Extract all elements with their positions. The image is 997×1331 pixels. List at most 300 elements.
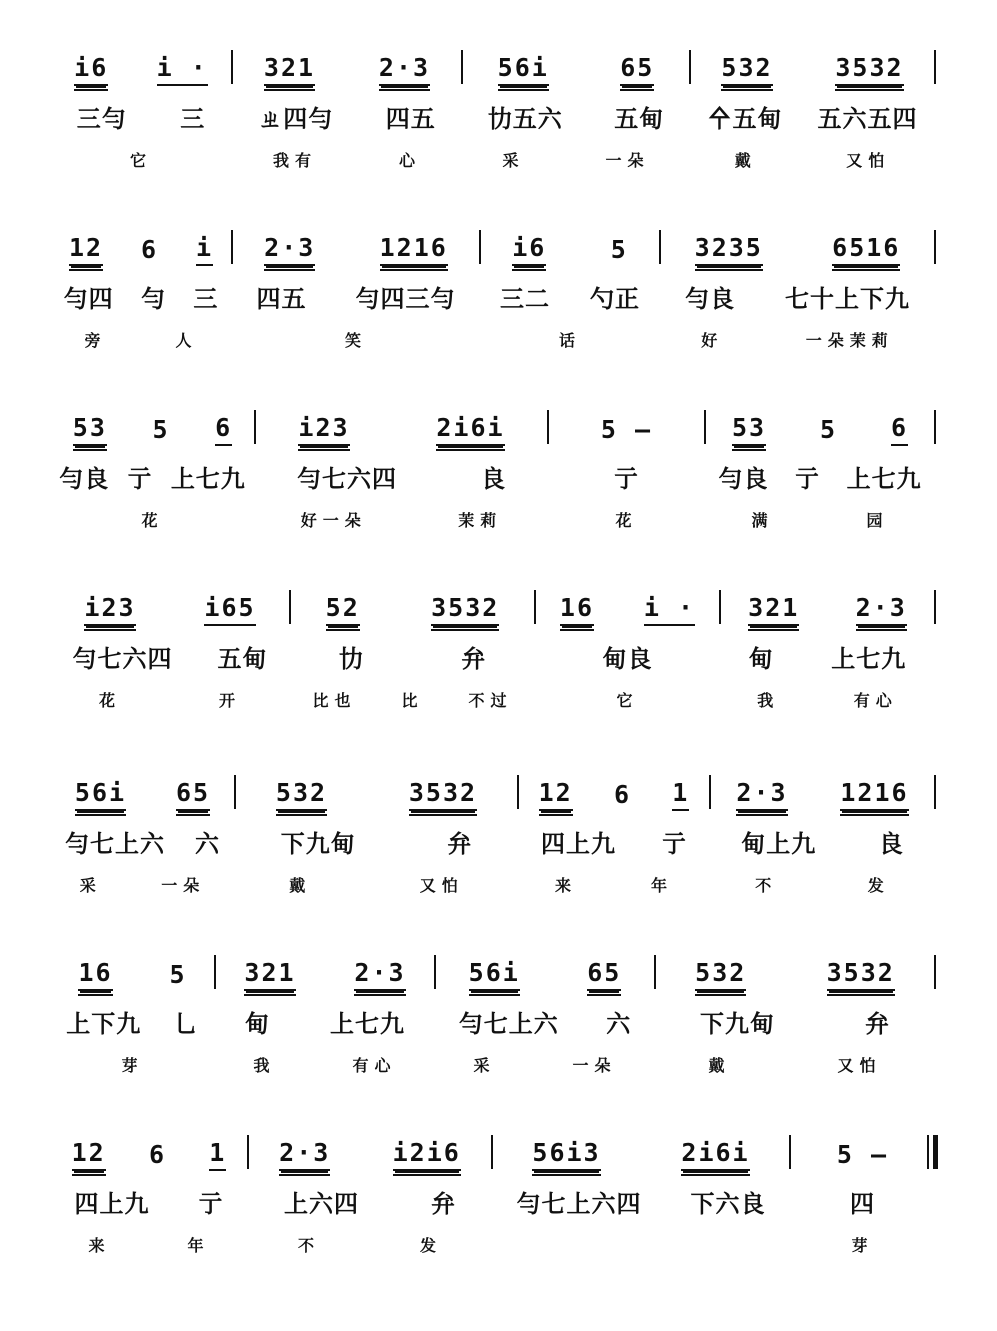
lyric-text: 茉莉 xyxy=(458,511,503,530)
tablature-char: 亍 xyxy=(127,463,153,493)
jianpu-note-group xyxy=(835,54,903,86)
jianpu-note-group xyxy=(732,414,766,446)
notes-row xyxy=(50,406,255,446)
score-system xyxy=(0,925,997,1085)
lyric-text: 不 xyxy=(297,1236,320,1255)
tablature-char: 勻良 xyxy=(59,463,110,493)
measure xyxy=(548,380,705,540)
barline xyxy=(231,230,233,264)
measure xyxy=(492,1105,790,1265)
note-text: 532 xyxy=(721,53,773,82)
tablature-char: 下六良 xyxy=(690,1188,766,1218)
tablature-char: 四上九 xyxy=(74,1188,150,1218)
barline xyxy=(934,955,936,989)
lyric-text: 一朵茉莉 xyxy=(805,331,894,350)
guqin-tablature-row xyxy=(548,456,705,496)
lyrics-row xyxy=(720,688,935,710)
tablature-char: 七十上下九 xyxy=(785,283,910,313)
tablature-char: 五甸 xyxy=(614,103,665,133)
barline xyxy=(534,590,536,624)
notes-row xyxy=(705,406,935,446)
lyric-text: 采 xyxy=(473,1056,496,1075)
lyric-text: 人 xyxy=(175,331,198,350)
lyric-text: 比也 xyxy=(312,691,357,710)
guqin-tablature-row xyxy=(655,1001,935,1041)
barline xyxy=(247,1135,249,1169)
lyric-text: 我 xyxy=(757,691,780,710)
guqin-tablature-row xyxy=(248,1181,492,1221)
jianpu-note-group xyxy=(620,54,654,86)
jianpu-note-group xyxy=(832,234,900,266)
notes-row xyxy=(50,586,290,626)
measure xyxy=(655,925,935,1085)
tablature-char: 㔹五六 xyxy=(487,103,563,133)
note-text: 56i3 xyxy=(532,1138,601,1167)
jianpu-note-group xyxy=(681,1139,749,1171)
tablature-char: 弁 xyxy=(447,828,473,858)
jianpu-note-group xyxy=(298,414,349,446)
tablature-char: 良 xyxy=(481,463,506,493)
lyrics-row xyxy=(232,148,462,170)
guqin-tablature-row xyxy=(215,1001,435,1041)
barline xyxy=(789,1135,791,1169)
note-text: 3532 xyxy=(826,958,895,987)
measure xyxy=(50,745,235,905)
note-text: i6 xyxy=(512,233,547,262)
tablature-char: 甸 xyxy=(748,643,774,673)
notes-row xyxy=(232,46,462,86)
note-text: 6516 xyxy=(832,233,901,262)
measure xyxy=(290,560,535,720)
tablature-char: 五甸 xyxy=(217,643,268,673)
notes-row xyxy=(660,226,935,266)
note-text: 2·3 xyxy=(736,778,788,807)
tablature-char: 三 xyxy=(193,283,219,313)
lyric-text: 戴 xyxy=(289,876,312,895)
tablature-char: 勻七上六 xyxy=(458,1008,559,1038)
barline xyxy=(214,955,216,989)
lyrics-row xyxy=(690,148,935,170)
jianpu-note-group xyxy=(141,236,158,266)
lyric-text: 笑 xyxy=(344,331,367,350)
jianpu-note-group xyxy=(856,594,907,626)
tablature-char: 四五 xyxy=(256,283,307,313)
note-text: 1 xyxy=(672,778,690,807)
jianpu-note-group xyxy=(601,416,652,446)
jianpu-note-group xyxy=(380,234,448,266)
jianpu-note-group xyxy=(539,779,573,811)
note-text: 5 xyxy=(819,415,838,444)
jianpu-note-group xyxy=(152,416,169,446)
lyric-text: 发 xyxy=(867,876,890,895)
lyric-text: 戴 xyxy=(734,151,757,170)
jianpu-note-group xyxy=(75,779,126,811)
note-text: 6 xyxy=(148,1140,167,1169)
guqin-tablature-row xyxy=(518,821,710,861)
lyric-text: 我 xyxy=(253,1056,276,1075)
jianpu-note-group xyxy=(827,959,895,991)
note-text: 321 xyxy=(244,958,296,987)
measure xyxy=(710,745,935,905)
barline xyxy=(704,410,706,444)
lyrics-row xyxy=(535,688,720,710)
measure xyxy=(705,380,935,540)
lyric-text: 来 xyxy=(88,1236,111,1255)
tablature-char: 亍 xyxy=(614,463,639,493)
lyric-text: 又怕 xyxy=(846,151,891,170)
barline xyxy=(231,50,233,84)
jianpu-note-group xyxy=(431,594,499,626)
guqin-tablature-row xyxy=(462,96,690,136)
jianpu-note-group xyxy=(644,594,695,626)
measure xyxy=(518,745,710,905)
note-text: 3532 xyxy=(431,593,500,622)
lyric-text: 来 xyxy=(554,876,577,895)
note-text: 2·3 xyxy=(378,53,431,82)
barline xyxy=(479,230,481,264)
notes-row xyxy=(690,46,935,86)
note-text: 3235 xyxy=(694,233,763,262)
jianpu-note-group xyxy=(276,779,327,811)
note-text: 5 — xyxy=(836,1140,889,1169)
tablature-char: 亍 xyxy=(198,1188,224,1218)
tablature-char: 勻七六四 xyxy=(72,643,173,673)
final-barline-thin xyxy=(927,1135,929,1169)
jianpu-note-group xyxy=(78,959,112,991)
tablature-char: 亍 xyxy=(662,828,687,858)
notes-row xyxy=(655,951,935,991)
note-text: 3532 xyxy=(835,53,904,82)
note-text: i2i6 xyxy=(392,1138,461,1167)
measure xyxy=(235,745,518,905)
barline xyxy=(434,955,436,989)
guqin-tablature-row xyxy=(705,456,935,496)
jianpu-note-group xyxy=(264,234,315,266)
note-text: 65 xyxy=(175,778,211,807)
note-text: 5 — xyxy=(600,415,653,444)
lyrics-row xyxy=(232,328,480,350)
notes-row xyxy=(518,771,710,811)
tablature-char: 勻四 xyxy=(63,283,114,313)
guqin-tablature-row xyxy=(50,636,290,676)
lyrics-row xyxy=(50,1233,248,1255)
guqin-tablature-row xyxy=(790,1181,935,1221)
jianpu-note-group xyxy=(279,1139,330,1171)
lyrics-row xyxy=(518,873,710,895)
lyrics-row xyxy=(50,328,232,350)
lyric-text: 花 xyxy=(98,691,121,710)
measure xyxy=(50,20,232,180)
lyric-text: 芽 xyxy=(121,1056,144,1075)
lyrics-row xyxy=(435,1053,655,1075)
guqin-tablature-row xyxy=(290,636,535,676)
lyrics-row xyxy=(655,1053,935,1075)
jianpu-note-group xyxy=(149,1141,166,1171)
lyric-text: 园 xyxy=(866,511,889,530)
guqin-tablature-row xyxy=(660,276,935,316)
measure xyxy=(50,200,232,360)
tablature-char: 勻七上六四 xyxy=(516,1188,642,1218)
note-text: 5 xyxy=(610,235,628,264)
jianpu-note-group xyxy=(72,1139,106,1171)
barline xyxy=(709,775,711,809)
measure xyxy=(50,1105,248,1265)
jianpu-note-group xyxy=(204,594,255,626)
tablature-char: 甸良 xyxy=(602,643,653,673)
tablature-char: 上七九 xyxy=(170,463,246,493)
jianpu-note-group xyxy=(532,1139,600,1171)
jianpu-note-group xyxy=(264,54,315,86)
jianpu-note-group xyxy=(820,416,837,446)
notes-row xyxy=(290,586,535,626)
jianpu-note-group xyxy=(587,959,621,991)
tablature-char: 上六四 xyxy=(284,1188,359,1218)
note-text: 2·3 xyxy=(855,593,907,622)
note-text: 52 xyxy=(325,593,360,622)
note-text: 1216 xyxy=(379,233,448,262)
note-text: i · xyxy=(643,593,696,622)
tablature-char: 弁 xyxy=(431,1188,456,1218)
note-text: 532 xyxy=(275,778,328,807)
final-barline-thick xyxy=(933,1135,938,1169)
lyrics-row xyxy=(248,1233,492,1255)
notes-row xyxy=(215,951,435,991)
lyric-text: 开 xyxy=(218,691,241,710)
lyric-text: 它 xyxy=(129,151,152,170)
tablature-char: 勺正 xyxy=(590,283,640,313)
notes-row xyxy=(535,586,720,626)
jianpu-note-group xyxy=(73,414,107,446)
notes-row xyxy=(435,951,655,991)
lyric-text: 它 xyxy=(616,691,639,710)
tablature-char: 四上九 xyxy=(541,828,616,858)
notes-row xyxy=(255,406,548,446)
note-text: 532 xyxy=(695,958,747,987)
jianpu-note-group xyxy=(393,1139,461,1171)
lyric-text: 好一朵 xyxy=(300,511,367,530)
score-system xyxy=(0,20,997,180)
note-text: i23 xyxy=(298,413,350,442)
lyrics-row xyxy=(50,148,232,170)
barline xyxy=(517,775,519,809)
notes-row xyxy=(235,771,518,811)
tablature-char: 弁 xyxy=(865,1008,890,1038)
barline xyxy=(254,410,256,444)
score-system xyxy=(0,745,997,905)
jianpu-note-group xyxy=(840,779,908,811)
score-system xyxy=(0,200,997,360)
tablature-char: 勻 xyxy=(140,283,166,313)
lyric-text: 发 xyxy=(419,1236,442,1255)
lyric-text: 话 xyxy=(558,331,581,350)
note-text: i xyxy=(195,233,214,262)
jianpu-note-group xyxy=(209,1139,226,1171)
lyric-text: 旁 xyxy=(84,331,107,350)
guqin-tablature-row xyxy=(710,821,935,861)
notes-row xyxy=(232,226,480,266)
jianpu-note-group xyxy=(196,234,213,266)
guqin-tablature-row xyxy=(50,456,255,496)
measure xyxy=(50,925,215,1085)
jianpu-note-group xyxy=(379,54,430,86)
measure xyxy=(660,200,935,360)
lyrics-row xyxy=(660,328,935,350)
tablature-char: 五六五四 xyxy=(817,103,918,133)
lyric-text: 花 xyxy=(615,511,638,530)
barline xyxy=(934,410,936,444)
barline xyxy=(547,410,549,444)
tablature-char: 亍 xyxy=(794,463,820,493)
note-text: 3532 xyxy=(408,778,478,807)
lyrics-row xyxy=(705,508,935,530)
tablature-char: 下九甸 xyxy=(280,828,356,858)
tablature-char: 㔹 xyxy=(338,643,364,673)
lyric-text: 满 xyxy=(751,511,774,530)
notes-row xyxy=(50,771,235,811)
score-system xyxy=(0,560,997,720)
note-text: 5 xyxy=(169,960,187,989)
note-text: 65 xyxy=(587,958,622,987)
notes-row xyxy=(492,1131,790,1171)
barline xyxy=(659,230,661,264)
lyric-text: 一朵 xyxy=(572,1056,617,1075)
note-text: 6 xyxy=(613,780,632,809)
note-text: 56i xyxy=(74,778,127,807)
lyric-text: 比 xyxy=(401,691,424,710)
lyric-text: 我有 xyxy=(272,151,317,170)
notes-row xyxy=(710,771,935,811)
tablature-char: ㄓ四勻 xyxy=(258,103,334,133)
note-text: 56i xyxy=(497,53,549,82)
notes-row xyxy=(720,586,935,626)
measure xyxy=(232,20,462,180)
note-text: 12 xyxy=(538,778,573,807)
note-text: 5 xyxy=(152,415,170,444)
measure xyxy=(255,380,548,540)
jianpu-note-group xyxy=(436,414,504,446)
guqin-tablature-row xyxy=(235,821,518,861)
lyric-text: 一朵 xyxy=(161,876,206,895)
lyrics-row xyxy=(255,508,548,530)
tablature-char: 上七九 xyxy=(330,1008,405,1038)
jianpu-note-group xyxy=(74,54,108,86)
note-text: 65 xyxy=(620,53,655,82)
lyrics-row xyxy=(50,1053,215,1075)
notes-row xyxy=(50,1131,248,1171)
lyric-text: 采 xyxy=(502,151,525,170)
guqin-tablature-row xyxy=(50,821,235,861)
barline xyxy=(461,50,463,84)
jianpu-note-group xyxy=(891,414,908,446)
lyrics-row xyxy=(50,873,235,895)
notes-row xyxy=(462,46,690,86)
barline xyxy=(234,775,236,809)
lyrics-row xyxy=(215,1053,435,1075)
guqin-tablature-row xyxy=(535,636,720,676)
jianpu-note-group xyxy=(614,781,631,811)
measure xyxy=(50,560,290,720)
note-text: 6 xyxy=(215,413,233,442)
jianpu-note-group xyxy=(512,234,546,266)
tablature-char: 六 xyxy=(195,828,220,858)
lyrics-row xyxy=(290,688,535,710)
barline xyxy=(934,775,936,809)
jianpu-note-group xyxy=(326,594,360,626)
notes-row xyxy=(50,951,215,991)
note-text: i23 xyxy=(84,593,136,622)
lyric-text: 采 xyxy=(79,876,102,895)
tablature-char: 良 xyxy=(878,828,904,858)
barline xyxy=(934,590,936,624)
jianpu-note-group xyxy=(354,959,405,991)
note-text: 53 xyxy=(731,413,767,442)
note-text: 321 xyxy=(748,593,800,622)
guqin-tablature-row xyxy=(690,96,935,136)
note-text: 1 xyxy=(209,1138,227,1167)
jianpu-note-group xyxy=(169,961,186,991)
measure xyxy=(480,200,660,360)
lyric-text: 又怕 xyxy=(419,876,464,895)
guqin-tablature-row xyxy=(492,1181,790,1221)
guqin-tablature-row xyxy=(720,636,935,676)
barline xyxy=(934,230,936,264)
guqin-tablature-row xyxy=(50,1001,215,1041)
lyric-text: 年 xyxy=(187,1236,210,1255)
lyrics-row xyxy=(710,873,935,895)
tablature-char: 勻良 xyxy=(685,283,735,313)
guqin-tablature-row xyxy=(435,1001,655,1041)
measure xyxy=(790,1105,935,1265)
tablature-char: 甸 xyxy=(245,1008,270,1038)
note-text: 6 xyxy=(140,235,159,264)
jianpu-note-group xyxy=(748,594,799,626)
measure xyxy=(248,1105,492,1265)
measure xyxy=(215,925,435,1085)
tablature-char: 三 xyxy=(180,103,206,133)
jianpu-note-group xyxy=(215,414,232,446)
jianpu-note-group xyxy=(560,594,594,626)
measure xyxy=(435,925,655,1085)
lyrics-row xyxy=(235,873,518,895)
tablature-char: 下九甸 xyxy=(700,1008,775,1038)
barline xyxy=(491,1135,493,1169)
note-text: 16 xyxy=(78,958,113,987)
guqin-tablature-row xyxy=(232,96,462,136)
lyric-text: 不过 xyxy=(468,691,513,710)
guqin-tablature-row xyxy=(480,276,660,316)
jianpu-note-group xyxy=(672,779,689,811)
jianpu-note-group xyxy=(469,959,520,991)
tablature-char: 㐃五甸 xyxy=(707,103,783,133)
jianpu-note-group xyxy=(695,234,763,266)
tablature-char: 上下九 xyxy=(66,1008,142,1038)
notes-row xyxy=(50,46,232,86)
barline xyxy=(654,955,656,989)
lyrics-row xyxy=(548,508,705,530)
jianpu-note-group xyxy=(736,779,787,811)
tablature-char: 四五 xyxy=(385,103,436,133)
lyrics-row xyxy=(480,328,660,350)
lyrics-row xyxy=(790,1233,935,1255)
lyrics-row xyxy=(50,508,255,530)
note-text: 2i6i xyxy=(436,413,505,442)
jianpu-note-group xyxy=(837,1141,888,1171)
lyric-text: 年 xyxy=(650,876,673,895)
tablature-char: 勻七六四 xyxy=(297,463,397,493)
lyric-text: 花 xyxy=(141,511,164,530)
tablature-char: 甸上九 xyxy=(741,828,817,858)
note-text: 56i xyxy=(468,958,520,987)
